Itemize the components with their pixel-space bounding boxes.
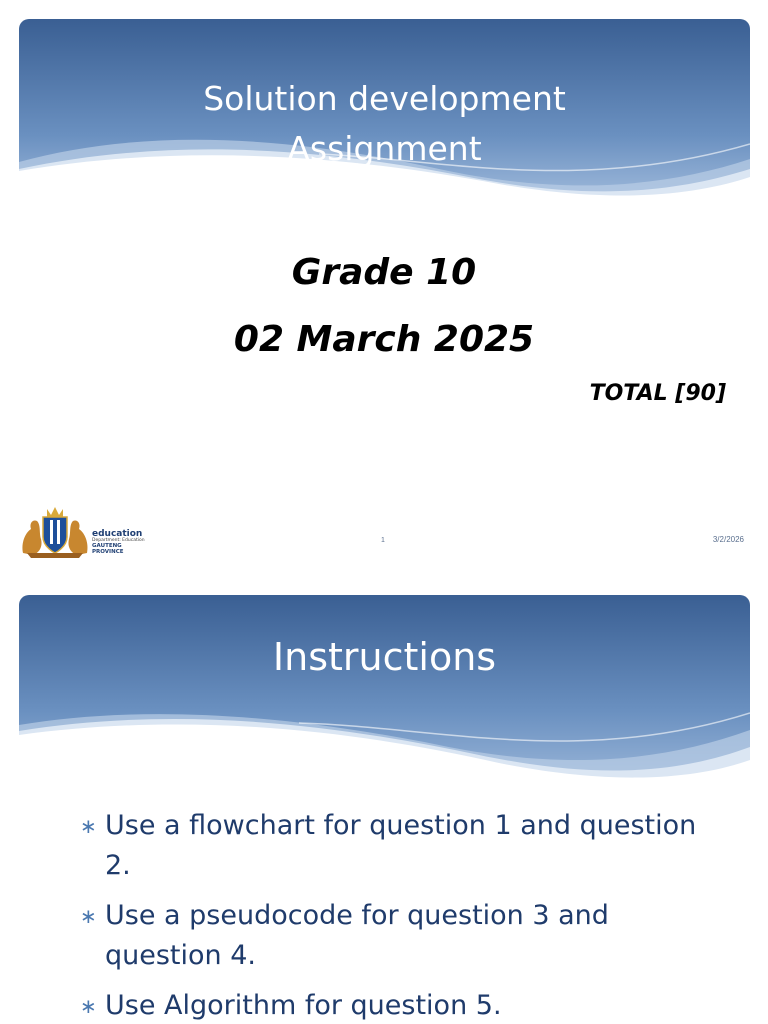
banner-wave-graphic: [19, 595, 750, 788]
logo-education-label: education: [92, 529, 143, 539]
logo-province-label: GAUTENG PROVINCE: [92, 543, 124, 555]
instruction-text: Use a flowchart for question 1 and question 2.: [105, 810, 697, 881]
gauteng-education-logo: [19, 503, 151, 559]
coat-of-arms-icon: [19, 503, 91, 559]
instruction-text: Use a pseudocode for question 3 and question 4.: [105, 900, 609, 971]
instruction-list: [80, 806, 720, 1024]
asterisk-bullet-icon: ∗: [80, 994, 97, 1018]
instruction-text: Use Algorithm for question 5.: [105, 990, 502, 1021]
list-item: [80, 986, 720, 1024]
title-banner: [19, 19, 750, 198]
list-item: [80, 806, 720, 886]
instructions-title: Instructions: [272, 635, 497, 679]
slide-title: Solution development Assignment: [203, 79, 566, 168]
slide-footer-date: 3/2/2026: [712, 535, 744, 544]
total-marks: TOTAL [90]: [589, 381, 726, 406]
slide-number: 1: [381, 537, 385, 544]
slide-divider: [0, 575, 768, 595]
grade-text: Grade 10: [291, 252, 477, 293]
asterisk-bullet-icon: ∗: [80, 904, 97, 928]
logo-department-label: Department: Education: [92, 538, 145, 544]
instructions-banner: [19, 595, 750, 788]
assignment-date: 02 March 2025: [233, 319, 535, 360]
asterisk-bullet-icon: ∗: [80, 814, 97, 838]
list-item: [80, 896, 720, 976]
logo-text: [92, 530, 151, 556]
